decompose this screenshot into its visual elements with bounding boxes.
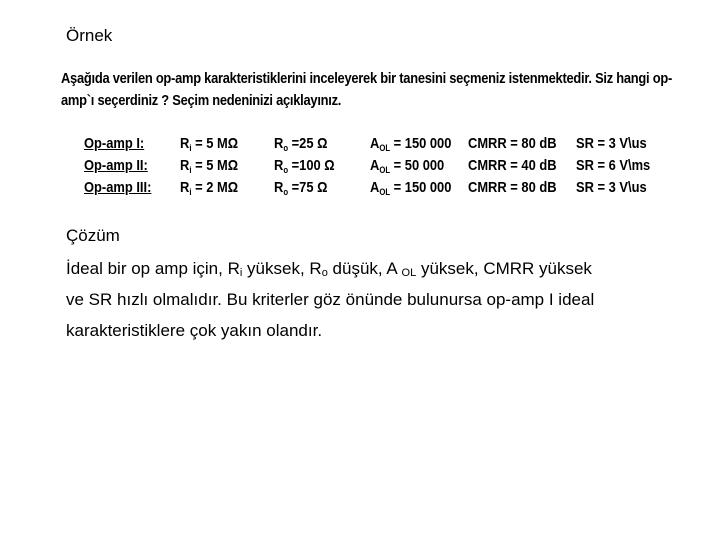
opamp-name: Op-amp I: [84,135,145,152]
question-line-1: Aşağıda verilen op-amp karakteristiklerini inceleyerek bir tanesini seçmeniz istenmektedir. Siz hangi op- [61,70,672,87]
page-title: Örnek [66,26,113,45]
solution-line-2: ve SR hızlı olmalıdır. Bu kriterler göz önünde bulunursa op-amp I ideal [66,290,595,309]
input-resistance: $R_i = 5$ MΩ [180,135,239,153]
solution-title: Çözüm [66,226,120,245]
output-resistance: $R_o =100$ Ω [274,157,335,175]
table-row-opamp-1 [0,135,720,157]
output-resistance: $R_o =75$ Ω [274,179,328,197]
cmrr-value: CMRR = 40 dB [468,157,557,174]
table-row-opamp-2 [0,157,720,179]
open-loop-gain: $A_{OL} = 150$ 000 [370,135,452,153]
cmrr-value: CMRR = 80 dB [468,179,557,196]
input-resistance: $R_i = 2$ MΩ [180,179,239,197]
output-resistance: $R_o =25$ Ω [274,135,328,153]
opamp-name: Op-amp II: [84,157,148,174]
slew-rate: SR = 6 V\ms [576,157,651,174]
input-resistance: $R_i = 5$ MΩ [180,157,239,175]
slew-rate: SR = 3 V\us [576,179,647,196]
open-loop-gain: $A_{OL} = 50$ 000 [370,157,445,175]
question-line-2: amp`ı seçerdiniz ? Seçim nedeninizi açıklayınız. [61,92,342,109]
solution-line-1: İdeal bir op amp için, Ri yüksek, Ro düşük, A OL yüksek, CMRR yüksek [66,259,592,279]
opamp-name: Op-amp III: [84,179,152,196]
open-loop-gain: $A_{OL} = 150$ 000 [370,179,452,197]
solution-line-3: karakteristiklere çok yakın olandır. [66,321,323,340]
slew-rate: SR = 3 V\us [576,135,647,152]
cmrr-value: CMRR = 80 dB [468,135,557,152]
table-row-opamp-3 [0,179,720,201]
